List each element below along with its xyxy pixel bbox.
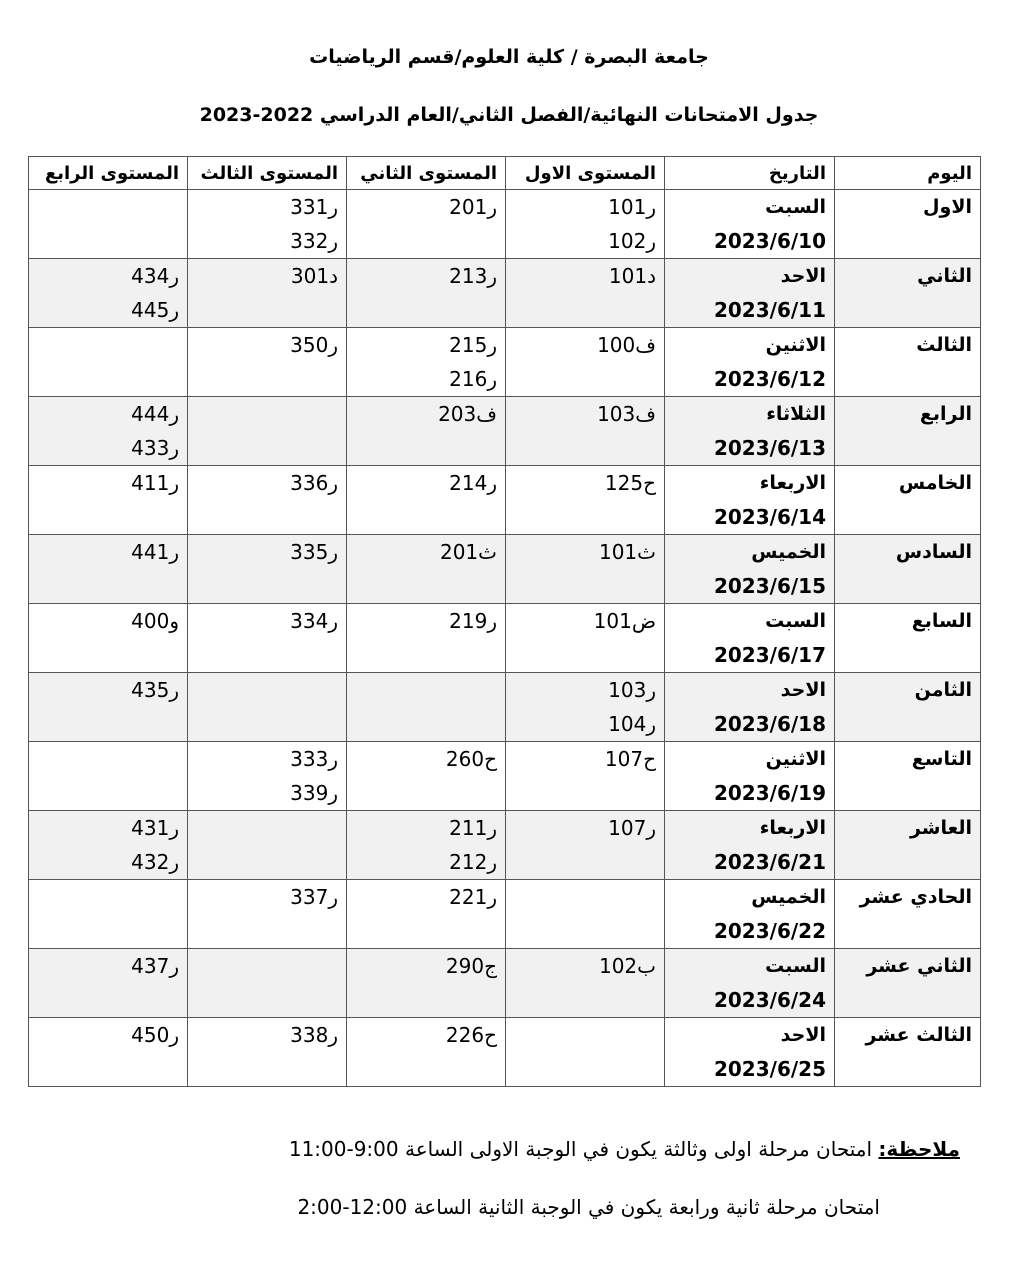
- table-body: [29, 190, 981, 1087]
- table-row: [29, 397, 981, 466]
- exam-date: 2023/6/13: [713, 436, 826, 460]
- day-name: الثامن: [914, 679, 972, 701]
- day-name: الثالث: [916, 334, 972, 356]
- level-3-cell: [188, 328, 347, 397]
- course-code: ر101: [608, 195, 656, 219]
- day-cell: [835, 949, 981, 1018]
- course-code: ف100: [597, 333, 656, 357]
- exam-date: 2023/6/10: [713, 229, 826, 253]
- exam-date: 2023/6/11: [713, 298, 826, 322]
- date-cell: [665, 880, 835, 949]
- course-code: ج290: [445, 954, 497, 978]
- course-code: ر434: [131, 264, 179, 288]
- level-3-cell: [188, 949, 347, 1018]
- table-row: [29, 949, 981, 1018]
- level-3-cell: [188, 397, 347, 466]
- date-cell: [665, 1018, 835, 1087]
- course-code: ر212: [449, 850, 497, 874]
- weekday-name: السبت: [765, 196, 826, 218]
- day-cell: [835, 880, 981, 949]
- day-cell: [835, 259, 981, 328]
- level-4-cell: [29, 259, 188, 328]
- course-code: ر432: [131, 850, 179, 874]
- level-1-cell: [506, 328, 665, 397]
- table-row: [29, 535, 981, 604]
- level-3-cell: [188, 190, 347, 259]
- level-3-cell: [188, 1018, 347, 1087]
- course-code: ر441: [131, 540, 179, 564]
- course-code: ح260: [445, 747, 497, 771]
- level-1-cell: [506, 466, 665, 535]
- course-code: ر102: [608, 229, 656, 253]
- level-2-cell: [347, 673, 506, 742]
- note-text-1: امتحان مرحلة اولى وثالثة يكون في الوجبة الاولى الساعة 9:00-11:00: [288, 1137, 873, 1161]
- exam-date: 2023/6/17: [713, 643, 826, 667]
- day-name: الخامس: [898, 472, 972, 494]
- date-cell: [665, 466, 835, 535]
- course-code: ر431: [131, 816, 179, 840]
- note-line-1: [289, 1137, 960, 1161]
- column-header-level-4: المستوى الرابع: [29, 157, 188, 190]
- table-row: [29, 328, 981, 397]
- day-name: الرابع: [919, 403, 972, 425]
- exam-date: 2023/6/14: [713, 505, 826, 529]
- level-4-cell: [29, 604, 188, 673]
- weekday-name: السبت: [765, 610, 826, 632]
- table-row: [29, 259, 981, 328]
- day-cell: [835, 673, 981, 742]
- exam-date: 2023/6/12: [713, 367, 826, 391]
- date-cell: [665, 190, 835, 259]
- level-4-cell: [29, 535, 188, 604]
- date-cell: [665, 535, 835, 604]
- level-2-cell: [347, 535, 506, 604]
- level-3-cell: [188, 811, 347, 880]
- column-header-date: التاريخ: [665, 157, 835, 190]
- exam-date: 2023/6/21: [713, 850, 826, 874]
- day-name: الحادي عشر: [859, 886, 972, 908]
- course-code: ر435: [131, 678, 179, 702]
- course-code: ر107: [608, 816, 656, 840]
- course-code: ث201: [439, 540, 497, 564]
- level-2-cell: [347, 1018, 506, 1087]
- date-cell: [665, 397, 835, 466]
- level-1-cell: [506, 535, 665, 604]
- exam-date: 2023/6/22: [713, 919, 826, 943]
- day-name: السابع: [911, 610, 972, 632]
- course-code: ر103: [608, 678, 656, 702]
- exam-date: 2023/6/15: [713, 574, 826, 598]
- weekday-name: الاربعاء: [759, 817, 826, 839]
- course-code: ر411: [131, 471, 179, 495]
- level-2-cell: [347, 397, 506, 466]
- exam-date: 2023/6/19: [713, 781, 826, 805]
- column-header-day: اليوم: [835, 157, 981, 190]
- course-code: ح107: [604, 747, 656, 771]
- course-code: ر450: [131, 1023, 179, 1047]
- day-cell: [835, 397, 981, 466]
- weekday-name: الاثنين: [765, 748, 826, 770]
- level-4-cell: [29, 466, 188, 535]
- course-code: ر333: [290, 747, 338, 771]
- note-line-2: امتحان مرحلة ثانية ورابعة يكون في الوجبة الثانية الساعة 12:00-2:00: [297, 1195, 880, 1219]
- day-name: الاول: [923, 196, 972, 218]
- column-header-level-3: المستوى الثالث: [188, 157, 347, 190]
- level-1-cell: [506, 1018, 665, 1087]
- date-cell: [665, 673, 835, 742]
- date-cell: [665, 742, 835, 811]
- level-2-cell: [347, 811, 506, 880]
- date-cell: [665, 328, 835, 397]
- weekday-name: الاثنين: [765, 334, 826, 356]
- course-code: ح125: [604, 471, 656, 495]
- course-code: ر213: [449, 264, 497, 288]
- date-cell: [665, 811, 835, 880]
- level-1-cell: [506, 604, 665, 673]
- table-row: [29, 880, 981, 949]
- weekday-name: الاحد: [780, 265, 826, 287]
- exam-date: 2023/6/18: [713, 712, 826, 736]
- day-cell: [835, 1018, 981, 1087]
- course-code: ر433: [131, 436, 179, 460]
- level-1-cell: [506, 880, 665, 949]
- course-code: ر211: [449, 816, 497, 840]
- schedule-title: جدول الامتحانات النهائية/الفصل الثاني/العام الدراسي 2022-2023: [199, 104, 819, 126]
- level-4-cell: [29, 1018, 188, 1087]
- course-code: ر350: [290, 333, 338, 357]
- date-cell: [665, 259, 835, 328]
- note-label: ملاحظة:: [878, 1137, 960, 1161]
- level-1-cell: [506, 673, 665, 742]
- table-row: [29, 742, 981, 811]
- level-2-cell: [347, 259, 506, 328]
- course-code: ر336: [290, 471, 338, 495]
- day-name: الثاني: [917, 265, 972, 287]
- course-code: ر104: [608, 712, 656, 736]
- day-cell: [835, 742, 981, 811]
- course-code: ف103: [597, 402, 656, 426]
- course-code: ر214: [449, 471, 497, 495]
- weekday-name: الثلاثاء: [766, 403, 826, 425]
- level-4-cell: [29, 742, 188, 811]
- course-code: ر437: [131, 954, 179, 978]
- level-1-cell: [506, 259, 665, 328]
- course-code: ف203: [438, 402, 497, 426]
- date-cell: [665, 604, 835, 673]
- level-1-cell: [506, 811, 665, 880]
- level-4-cell: [29, 880, 188, 949]
- level-1-cell: [506, 949, 665, 1018]
- table-row: [29, 811, 981, 880]
- course-code: د101: [608, 264, 656, 288]
- exam-date: 2023/6/25: [713, 1057, 826, 1081]
- course-code: ر221: [449, 885, 497, 909]
- level-2-cell: [347, 880, 506, 949]
- day-cell: [835, 604, 981, 673]
- table-row: [29, 604, 981, 673]
- date-cell: [665, 949, 835, 1018]
- level-3-cell: [188, 466, 347, 535]
- course-code: ر335: [290, 540, 338, 564]
- day-name: العاشر: [909, 817, 972, 839]
- course-code: ر219: [449, 609, 497, 633]
- level-3-cell: [188, 604, 347, 673]
- table-header-row: [29, 157, 981, 190]
- course-code: د301: [290, 264, 338, 288]
- level-2-cell: [347, 466, 506, 535]
- level-1-cell: [506, 190, 665, 259]
- level-2-cell: [347, 328, 506, 397]
- level-4-cell: [29, 949, 188, 1018]
- column-header-level-2: المستوى الثاني: [347, 157, 506, 190]
- day-cell: [835, 535, 981, 604]
- table-row: [29, 673, 981, 742]
- level-2-cell: [347, 604, 506, 673]
- weekday-name: الاحد: [780, 1024, 826, 1046]
- level-4-cell: [29, 328, 188, 397]
- day-name: الثالث عشر: [865, 1024, 972, 1046]
- day-name: الثاني عشر: [866, 955, 972, 977]
- day-cell: [835, 811, 981, 880]
- column-header-level-1: المستوى الاول: [506, 157, 665, 190]
- table-row: [29, 1018, 981, 1087]
- level-4-cell: [29, 673, 188, 742]
- course-code: ح226: [445, 1023, 497, 1047]
- course-code: ر201: [449, 195, 497, 219]
- level-3-cell: [188, 259, 347, 328]
- course-code: ر338: [290, 1023, 338, 1047]
- table-row: [29, 190, 981, 259]
- day-cell: [835, 190, 981, 259]
- level-2-cell: [347, 742, 506, 811]
- level-3-cell: [188, 742, 347, 811]
- course-code: و400: [131, 609, 179, 633]
- level-2-cell: [347, 190, 506, 259]
- course-code: ب102: [598, 954, 656, 978]
- course-code: ر339: [290, 781, 338, 805]
- day-name: السادس: [895, 541, 972, 563]
- course-code: ث101: [598, 540, 656, 564]
- level-1-cell: [506, 397, 665, 466]
- course-code: ر334: [290, 609, 338, 633]
- level-3-cell: [188, 535, 347, 604]
- level-1-cell: [506, 742, 665, 811]
- course-code: ر331: [290, 195, 338, 219]
- level-4-cell: [29, 190, 188, 259]
- exam-schedule-table: [28, 156, 981, 1087]
- course-code: ر215: [449, 333, 497, 357]
- weekday-name: الخميس: [751, 886, 826, 908]
- course-code: ر444: [131, 402, 179, 426]
- day-name: التاسع: [911, 748, 972, 770]
- weekday-name: السبت: [765, 955, 826, 977]
- weekday-name: الاحد: [780, 679, 826, 701]
- course-code: ض101: [593, 609, 656, 633]
- level-3-cell: [188, 673, 347, 742]
- university-header: جامعة البصرة / كلية العلوم/قسم الرياضيات: [309, 46, 709, 68]
- exam-date: 2023/6/24: [713, 988, 826, 1012]
- course-code: ر445: [131, 298, 179, 322]
- day-cell: [835, 328, 981, 397]
- level-4-cell: [29, 397, 188, 466]
- weekday-name: الخميس: [751, 541, 826, 563]
- table-row: [29, 466, 981, 535]
- level-4-cell: [29, 811, 188, 880]
- day-cell: [835, 466, 981, 535]
- course-code: ر216: [449, 367, 497, 391]
- level-2-cell: [347, 949, 506, 1018]
- level-3-cell: [188, 880, 347, 949]
- course-code: ر332: [290, 229, 338, 253]
- course-code: ر337: [290, 885, 338, 909]
- weekday-name: الاربعاء: [759, 472, 826, 494]
